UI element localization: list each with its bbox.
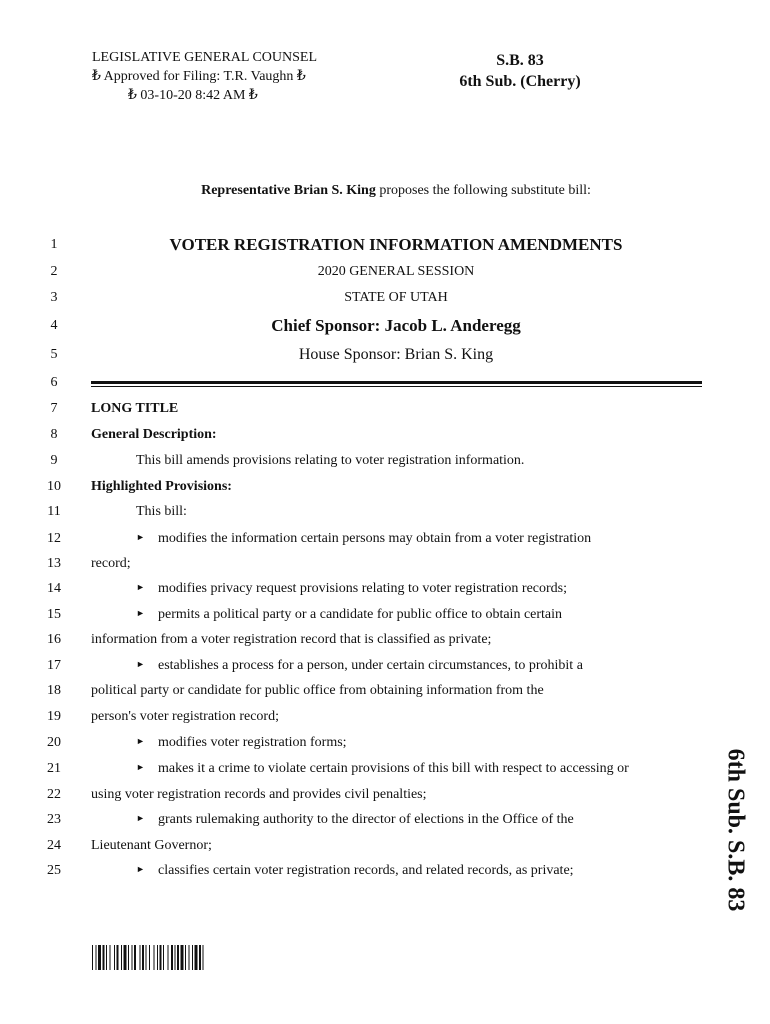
bill-number: S.B. 83 <box>496 52 544 69</box>
bullet-item <box>91 863 746 879</box>
bullet-item <box>91 812 746 828</box>
line-number: 21 <box>47 761 61 776</box>
body-line: This bill amends provisions relating to voter registration information. <box>136 453 525 468</box>
barcode-icon <box>92 945 284 970</box>
bullet-text: permits a political party or a candidate for public office to obtain certain <box>158 607 563 622</box>
bullet-item <box>91 658 746 674</box>
bullet-icon: ► <box>136 736 145 746</box>
proposer-name: Representative Brian S. King <box>201 183 376 198</box>
line-number: 7 <box>50 401 58 416</box>
line-number: 9 <box>50 453 58 468</box>
bullet-text: makes it a crime to violate certain provisions of this bill with respect to accessing or <box>158 761 629 776</box>
line-number: 18 <box>47 683 61 698</box>
line-number: 4 <box>50 318 58 333</box>
line-number: 1 <box>50 237 58 252</box>
line-number: 19 <box>47 709 61 724</box>
side-bill-label: 6th Sub. S.B. 83 <box>722 748 749 912</box>
line-number: 22 <box>47 787 61 802</box>
line-number: 24 <box>47 838 61 853</box>
subheading: General Description: <box>91 427 217 442</box>
body-line: political party or candidate for public office from obtaining information from the <box>91 683 544 698</box>
bullet-icon: ► <box>136 813 145 823</box>
bullet-text: establishes a process for a person, under certain circumstances, to prohibit a <box>158 658 583 673</box>
bullet-item <box>91 761 746 777</box>
line-number: 12 <box>47 531 61 546</box>
bullet-icon: ► <box>136 532 145 542</box>
proposal-text: proposes the following substitute bill: <box>375 183 591 198</box>
title-rule <box>91 381 702 384</box>
bill-id-block <box>420 50 620 92</box>
line-number: 3 <box>50 290 58 305</box>
line-number: 23 <box>47 812 61 827</box>
house-sponsor: House Sponsor: Brian S. King <box>298 346 494 363</box>
line-number: 5 <box>50 347 58 362</box>
line-number: 15 <box>47 607 61 622</box>
line-number: 6 <box>50 375 58 390</box>
bullet-text: modifies the information certain persons may obtain from a voter registration <box>158 531 592 546</box>
state-label: STATE OF UTAH <box>344 290 448 305</box>
body-line: record; <box>91 556 131 571</box>
line-number: 14 <box>47 581 61 596</box>
line-number: 2 <box>50 264 58 279</box>
bullet-item <box>91 581 746 597</box>
bullet-text: classifies certain voter registration records, and related records, as private; <box>158 863 574 878</box>
counsel-label: LEGISLATIVE GENERAL COUNSEL <box>92 50 318 65</box>
section-heading: LONG TITLE <box>91 401 179 416</box>
bullet-text: grants rulemaking authority to the director of elections in the Office of the <box>158 812 574 827</box>
body-line: Lieutenant Governor; <box>91 838 212 853</box>
bullet-text: modifies voter registration forms; <box>158 735 347 750</box>
bullet-text: modifies privacy request provisions relating to voter registration records; <box>158 581 568 596</box>
bullet-item <box>91 735 746 751</box>
substitute-label: 6th Sub. (Cherry) <box>459 73 581 90</box>
bill-title: VOTER REGISTRATION INFORMATION AMENDMENTS <box>169 235 623 254</box>
title-rule-thin <box>91 386 702 387</box>
session-label: 2020 GENERAL SESSION <box>317 264 475 279</box>
chief-sponsor: Chief Sponsor: Jacob L. Anderegg <box>271 316 521 335</box>
body-line: using voter registration records and provides civil penalties; <box>91 787 427 802</box>
bullet-item <box>91 531 746 547</box>
bullet-icon: ► <box>136 608 145 618</box>
bullet-icon: ► <box>136 659 145 669</box>
line-number: 16 <box>47 632 61 647</box>
body-line: person's voter registration record; <box>91 709 279 724</box>
drafting-header <box>92 48 317 105</box>
body-line: This bill: <box>136 504 187 519</box>
line-number: 25 <box>47 863 61 878</box>
approval-stamp: ₺ Approved for Filing: T.R. Vaughn ₺ <box>92 69 306 84</box>
approval-datetime: ₺ 03-10-20 8:42 AM ₺ <box>128 88 258 103</box>
bullet-icon: ► <box>136 762 145 772</box>
bullet-item <box>91 607 746 623</box>
line-number: 17 <box>47 658 61 673</box>
line-number: 10 <box>47 479 61 494</box>
proposal-statement <box>0 183 770 199</box>
body-line: information from a voter registration record that is classified as private; <box>91 632 492 647</box>
line-number: 13 <box>47 556 61 571</box>
line-number: 8 <box>50 427 58 442</box>
bullet-icon: ► <box>136 582 145 592</box>
line-number: 11 <box>47 504 61 519</box>
subheading: Highlighted Provisions: <box>91 479 232 494</box>
bullet-icon: ► <box>136 864 145 874</box>
line-number: 20 <box>47 735 61 750</box>
